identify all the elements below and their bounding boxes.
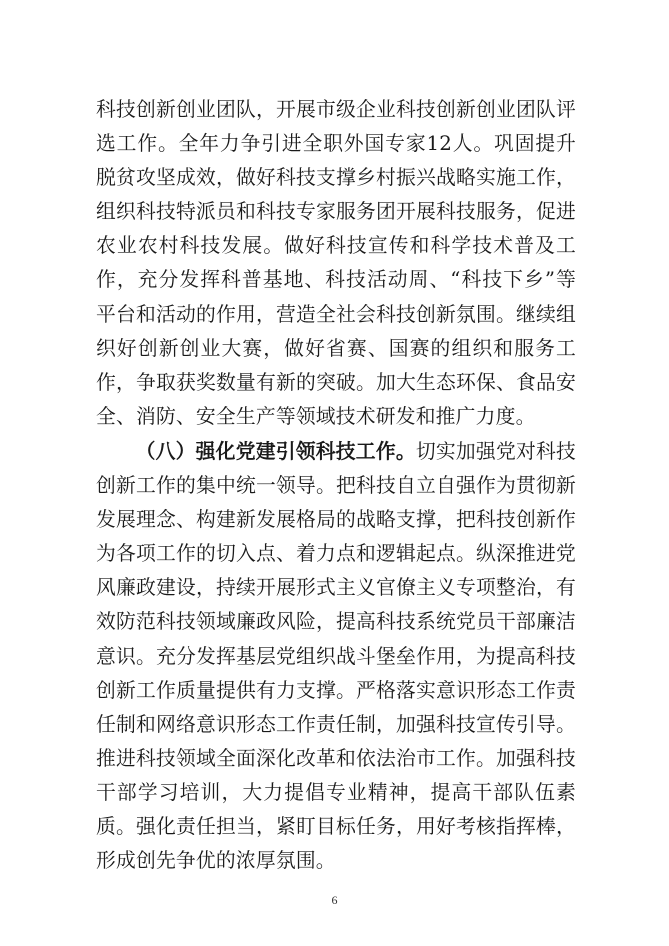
page-number: 6 [331,893,338,907]
paragraph-section-8 [96,434,576,878]
section-8-heading: （八）强化党建引领科技工作。 [135,438,416,463]
paragraph-continuation: 科技创新创业团队，开展市级企业科技创新创业团队评选工作。全年力争引进全职外国专家12人。巩固提升脱贫攻坚成效，做好科技支撑乡村振兴战略实施工作，组织科技特派员和科技专家服务团开展科技服务，促进农业农村科技发展。做好科技宣传和科学技术普及工作，充分发挥科普基地、科技活动周、“科技下乡”等平台和活动的作用，营造全社会科技创新氛围。继续组织好创新创业大赛，做好省赛、国赛的组织和服务工作，争取获奖数量有新的突破。加大生态环保、食品安全、消防、安全生产等领域技术研发和推广力度。 [96,98,576,428]
section-8-text: 切实加强党对科技创新工作的集中统一领导。把科技自立自强作为贯彻新发展理念、构建新发展格局的战略支撑，把科技创新作为各项工作的切入点、着力点和逻辑起点。纵深推进党风廉政建设，持续开展形式主义官僚主义专项整治，有效防范科技领域廉政风险，提高科技系统党员干部廉洁意识。充分发挥基层党组织战斗堡垒作用，为提高科技创新工作质量提供有力支撑。严格落实意识形态工作责任制和网络意识形态工作责任制，加强科技宣传引导。推进科技领域全面深化改革和依法治市工作。加强科技干部学习培训，大力提倡专业精神，提高干部队伍素质。强化责任担当，紧盯目标任务，用好考核指挥棒，形成创先争优的浓厚氛围。 [96,439,576,873]
document-body [96,93,576,878]
